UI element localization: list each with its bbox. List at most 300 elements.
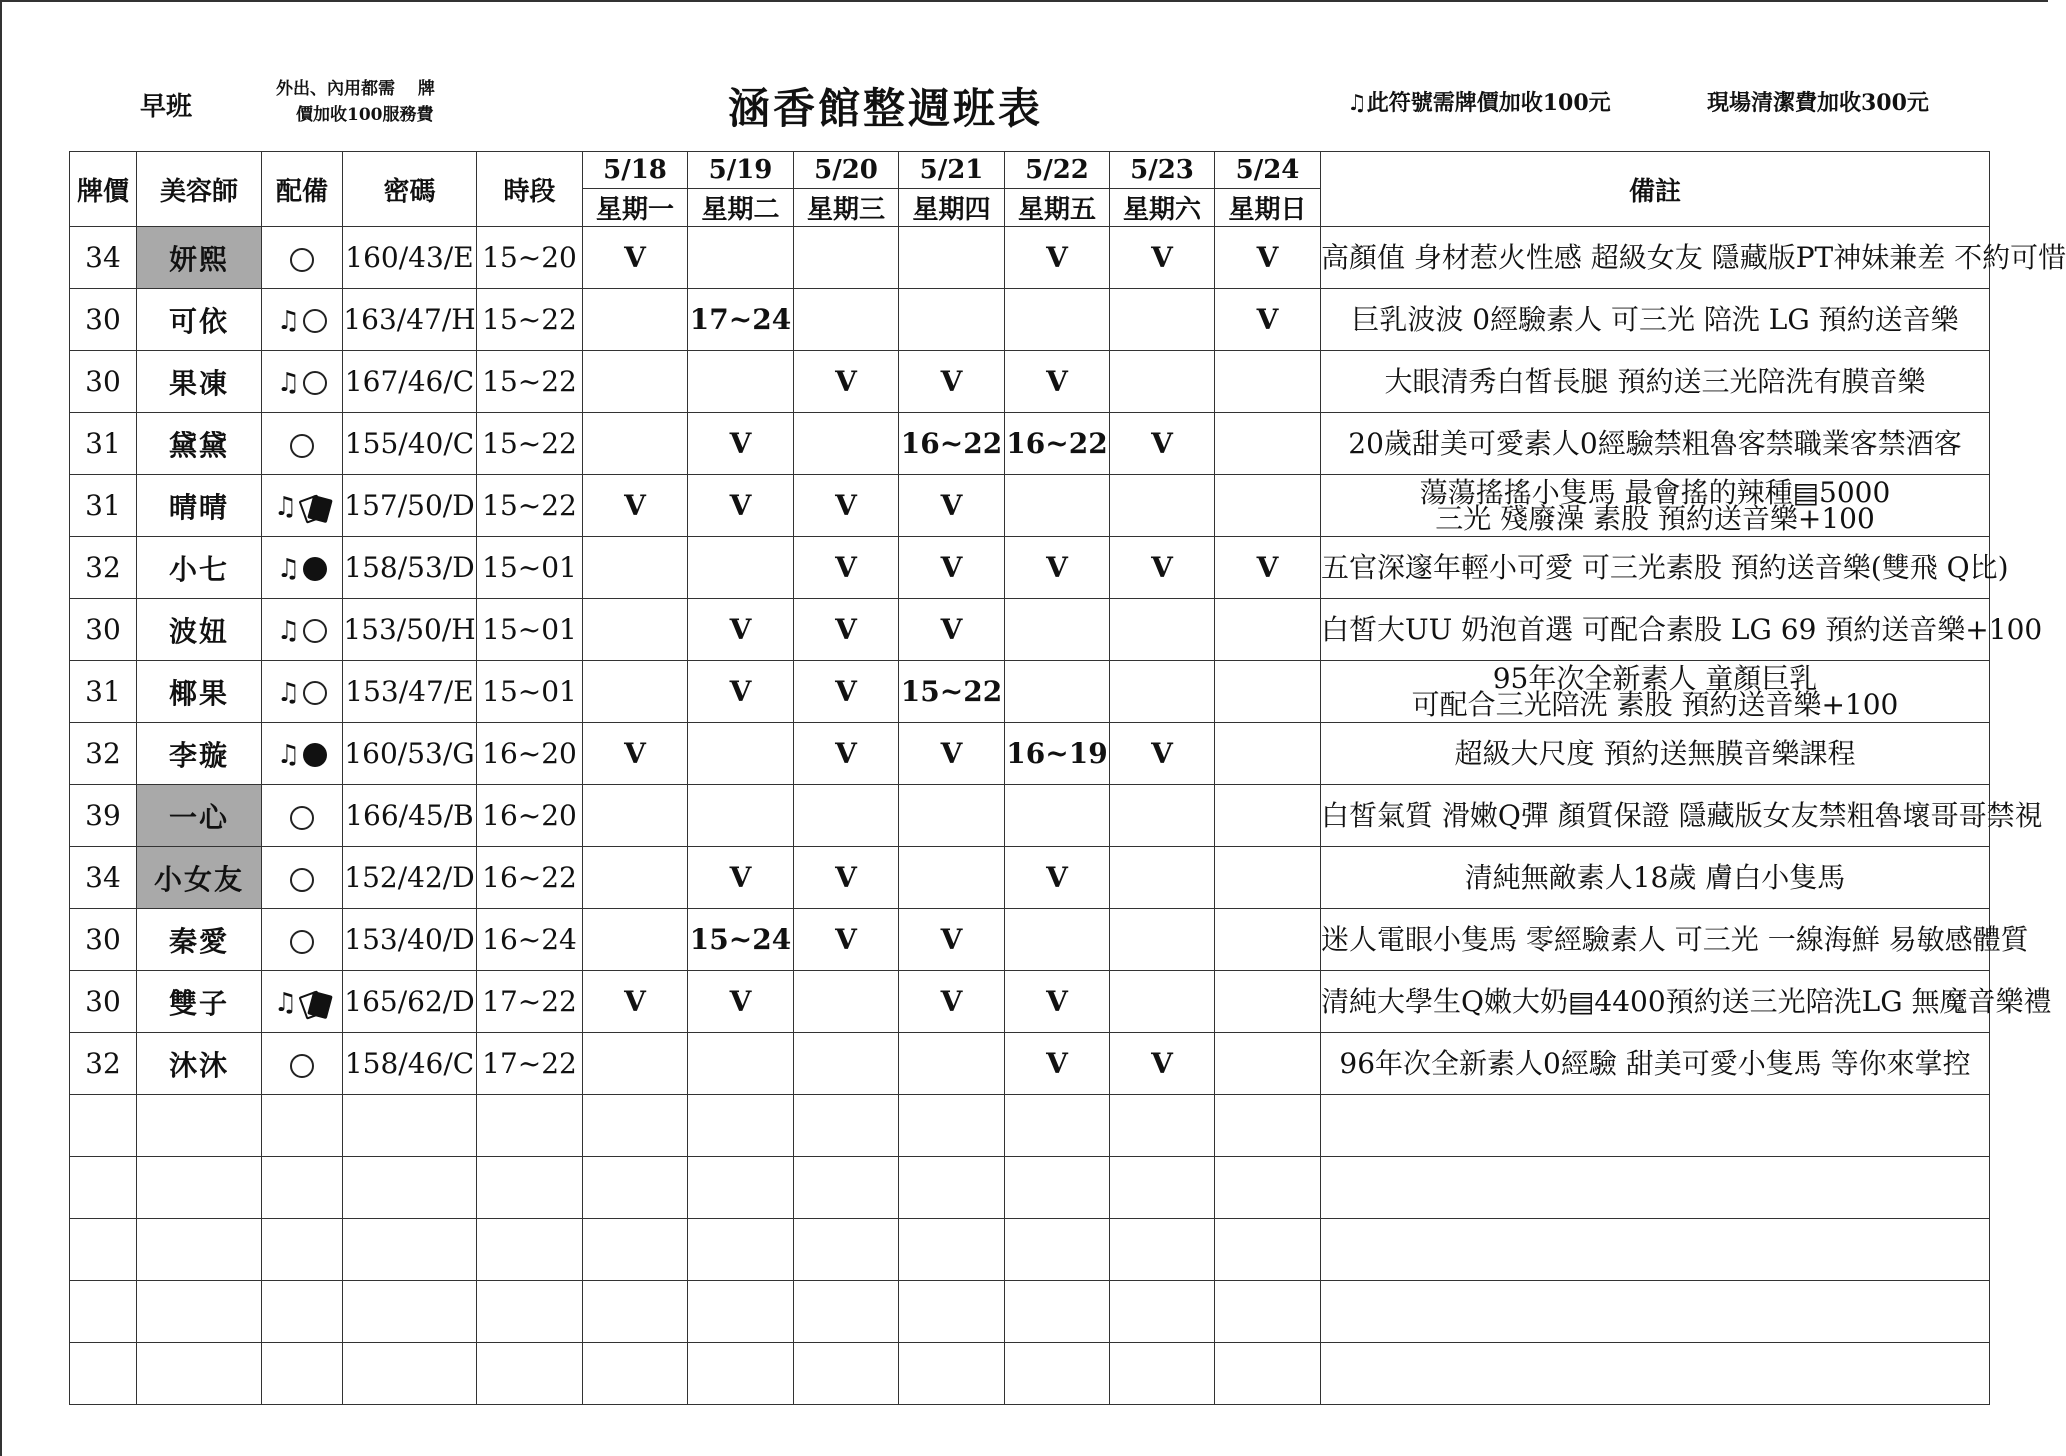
empty-cell xyxy=(137,1095,262,1157)
empty-cell xyxy=(70,1095,137,1157)
hours-cell: 15~01 xyxy=(477,661,583,723)
day-cell: V xyxy=(1005,1033,1110,1095)
day-cell: V xyxy=(1005,537,1110,599)
empty-cell xyxy=(688,1281,794,1343)
price-cell: 34 xyxy=(70,227,137,289)
col-header-price: 牌價 xyxy=(70,152,137,227)
equipment-cell xyxy=(262,599,343,661)
empty-cell xyxy=(477,1281,583,1343)
price-cell: 39 xyxy=(70,785,137,847)
price-cell: 32 xyxy=(70,1033,137,1095)
day-cell: V xyxy=(1005,351,1110,413)
day-cell xyxy=(1215,971,1321,1033)
day-cell xyxy=(1110,599,1215,661)
day-cell: V xyxy=(794,847,899,909)
day-cell: V xyxy=(899,475,1005,537)
equipment-cell xyxy=(262,351,343,413)
col-header-weekday: 星期一 xyxy=(583,189,688,227)
circle-icon xyxy=(290,248,314,272)
day-cell: V xyxy=(899,723,1005,785)
empty-cell xyxy=(1321,1281,1990,1343)
equipment-cell xyxy=(262,723,343,785)
day-cell xyxy=(899,1033,1005,1095)
beautician-name: 可依 xyxy=(137,289,262,351)
day-cell: V xyxy=(899,351,1005,413)
empty-cell xyxy=(137,1343,262,1405)
day-cell: V xyxy=(1215,289,1321,351)
day-cell: V xyxy=(794,351,899,413)
remark-line: 20歲甜美可愛素人0經驗禁粗魯客禁職業客禁酒客 xyxy=(1348,426,1962,460)
hours-cell: 16~20 xyxy=(477,723,583,785)
empty-cell xyxy=(70,1219,137,1281)
hours-cell: 15~22 xyxy=(477,413,583,475)
day-cell: V xyxy=(688,413,794,475)
col-header-date: 5/19 xyxy=(688,152,794,189)
music-note-icon: ♫ xyxy=(273,988,299,1019)
day-cell xyxy=(899,227,1005,289)
day-cell: V xyxy=(794,537,899,599)
equipment-cell xyxy=(262,537,343,599)
day-cell: V xyxy=(583,475,688,537)
music-note-icon: ♫ xyxy=(276,678,302,709)
empty-cell xyxy=(262,1095,343,1157)
service-fee-note-line1: 外出、內用都需 牌 xyxy=(276,79,435,99)
equipment-cell xyxy=(262,227,343,289)
remark-line: 蕩蕩搖搖小隻馬 最會搖的辣種▤5000 xyxy=(1419,475,1891,509)
empty-cell xyxy=(1321,1343,1990,1405)
empty-cell xyxy=(1110,1157,1215,1219)
page-title: 涵香館整週班表 xyxy=(728,84,1044,133)
beautician-name: 椰果 xyxy=(137,661,262,723)
day-cell: V xyxy=(794,723,899,785)
beautician-name: 秦愛 xyxy=(137,909,262,971)
table-row xyxy=(70,537,1990,599)
empty-cell xyxy=(794,1157,899,1219)
day-cell: V xyxy=(1110,413,1215,475)
remark-cell xyxy=(1321,847,1990,909)
empty-cell xyxy=(70,1157,137,1219)
empty-cell xyxy=(477,1343,583,1405)
empty-cell xyxy=(1005,1095,1110,1157)
empty-cell xyxy=(1110,1281,1215,1343)
empty-cell xyxy=(794,1095,899,1157)
beautician-name: 妍熙 xyxy=(137,227,262,289)
empty-cell xyxy=(794,1281,899,1343)
day-cell: V xyxy=(794,661,899,723)
day-cell xyxy=(583,289,688,351)
day-cell xyxy=(1110,909,1215,971)
table-row xyxy=(70,661,1990,723)
day-cell: V xyxy=(1110,1033,1215,1095)
code-cell: 153/40/D xyxy=(343,909,477,971)
day-cell xyxy=(688,723,794,785)
beautician-name: 小七 xyxy=(137,537,262,599)
filled-dot-icon xyxy=(303,743,327,767)
day-cell: V xyxy=(1005,971,1110,1033)
remark-cell xyxy=(1321,351,1990,413)
filled-dot-icon xyxy=(303,557,327,581)
day-cell xyxy=(899,289,1005,351)
day-cell xyxy=(899,785,1005,847)
remark-cell xyxy=(1321,227,2066,289)
remark-line: 超級大尺度 預約送無膜音樂課程 xyxy=(1454,736,1856,770)
day-cell: V xyxy=(794,475,899,537)
table-row xyxy=(70,723,1990,785)
day-cell xyxy=(688,1033,794,1095)
beautician-name: 波妞 xyxy=(137,599,262,661)
code-cell: 158/53/D xyxy=(343,537,477,599)
col-header-date: 5/24 xyxy=(1215,152,1321,189)
col-header-code: 密碼 xyxy=(343,152,477,227)
empty-cell xyxy=(583,1157,688,1219)
col-header-remarks: 備註 xyxy=(1321,152,1990,227)
remark-line: 96年次全新素人0經驗 甜美可愛小隻馬 等你來掌控 xyxy=(1339,1046,1971,1080)
day-cell: V xyxy=(688,971,794,1033)
day-cell xyxy=(1215,1033,1321,1095)
price-cell: 31 xyxy=(70,661,137,723)
remark-line: 三光 殘廢澡 素股 預約送音樂+100 xyxy=(1435,501,1875,535)
day-cell xyxy=(794,413,899,475)
cards-icon xyxy=(300,993,330,1013)
hours-cell: 16~20 xyxy=(477,785,583,847)
equipment-cell xyxy=(262,785,343,847)
remark-line: 五官深邃年輕小可愛 可三光素股 預約送音樂(雙飛 Q比) xyxy=(1321,550,2009,584)
day-cell xyxy=(1005,661,1110,723)
empty-cell xyxy=(688,1343,794,1405)
remark-line: 大眼清秀白皙長腿 預約送三光陪洗有膜音樂 xyxy=(1384,364,1926,398)
col-header-weekday: 星期四 xyxy=(899,189,1005,227)
remark-line: 可配合三光陪洗 素股 預約送音樂+100 xyxy=(1411,687,1899,721)
day-cell: V xyxy=(899,971,1005,1033)
day-cell: V xyxy=(794,599,899,661)
day-cell: V xyxy=(899,599,1005,661)
cards-icon xyxy=(300,497,330,517)
music-note-icon: ♫ xyxy=(276,554,302,585)
day-cell: V xyxy=(688,847,794,909)
equipment-cell xyxy=(262,661,343,723)
day-cell xyxy=(1005,289,1110,351)
remark-cell xyxy=(1321,661,1990,723)
day-cell xyxy=(1005,785,1110,847)
circle-icon xyxy=(303,371,327,395)
table-row xyxy=(70,785,1990,847)
empty-cell xyxy=(899,1219,1005,1281)
beautician-name: 李璇 xyxy=(137,723,262,785)
empty-cell xyxy=(1005,1343,1110,1405)
day-cell xyxy=(583,351,688,413)
col-header-date: 5/22 xyxy=(1005,152,1110,189)
day-cell xyxy=(1215,351,1321,413)
day-cell xyxy=(583,599,688,661)
empty-cell xyxy=(583,1219,688,1281)
empty-cell xyxy=(1005,1157,1110,1219)
day-cell xyxy=(1110,289,1215,351)
empty-cell xyxy=(343,1219,477,1281)
day-cell xyxy=(1110,661,1215,723)
circle-icon xyxy=(303,619,327,643)
day-cell xyxy=(1215,413,1321,475)
equipment-cell xyxy=(262,847,343,909)
empty-cell xyxy=(794,1219,899,1281)
equipment-cell xyxy=(262,971,343,1033)
day-cell xyxy=(688,537,794,599)
empty-cell xyxy=(1215,1281,1321,1343)
beautician-name: 一心 xyxy=(137,785,262,847)
day-cell xyxy=(583,847,688,909)
empty-cell xyxy=(583,1281,688,1343)
remark-cell xyxy=(1321,785,2043,847)
empty-cell xyxy=(1215,1343,1321,1405)
music-note-icon: ♫ xyxy=(273,492,299,523)
day-cell xyxy=(1215,599,1321,661)
col-header-weekday: 星期二 xyxy=(688,189,794,227)
shift-label: 早班 xyxy=(140,92,193,122)
day-cell: V xyxy=(1215,537,1321,599)
col-header-weekday: 星期六 xyxy=(1110,189,1215,227)
day-cell xyxy=(583,537,688,599)
empty-cell xyxy=(343,1095,477,1157)
empty-cell xyxy=(477,1157,583,1219)
day-cell xyxy=(1215,785,1321,847)
price-cell: 34 xyxy=(70,847,137,909)
cleaning-fee-note: 現場清潔費加收300元 xyxy=(1707,90,1929,116)
surcharge-note: ♫此符號需牌價加收100元 xyxy=(1347,90,1611,116)
day-cell: 17~24 xyxy=(688,289,794,351)
remark-line: 高顏值 身材惹火性感 超級女友 隱藏版PT神妹兼差 不約可惜 xyxy=(1321,240,2066,274)
day-cell xyxy=(688,227,794,289)
empty-row xyxy=(70,1281,1990,1343)
remark-line: 清純無敵素人18歲 膚白小隻馬 xyxy=(1464,860,1846,894)
empty-cell xyxy=(70,1343,137,1405)
price-cell: 30 xyxy=(70,909,137,971)
day-cell xyxy=(899,847,1005,909)
day-cell: V xyxy=(1110,227,1215,289)
empty-cell xyxy=(137,1281,262,1343)
empty-cell xyxy=(899,1343,1005,1405)
table-row xyxy=(70,1033,1990,1095)
hours-cell: 15~20 xyxy=(477,227,583,289)
empty-cell xyxy=(477,1095,583,1157)
table-row xyxy=(70,351,1990,413)
day-cell xyxy=(583,413,688,475)
equipment-cell xyxy=(262,413,343,475)
day-cell xyxy=(1005,475,1110,537)
music-note-icon: ♫ xyxy=(276,368,302,399)
code-cell: 153/50/H xyxy=(343,599,477,661)
day-cell: V xyxy=(1110,723,1215,785)
code-cell: 160/43/E xyxy=(343,227,477,289)
day-cell: V xyxy=(1005,227,1110,289)
remark-cell xyxy=(1321,413,1990,475)
price-cell: 31 xyxy=(70,413,137,475)
day-cell: 15~24 xyxy=(688,909,794,971)
remark-line: 巨乳波波 0經驗素人 可三光 陪洗 LG 預約送音樂 xyxy=(1351,302,1959,336)
day-cell: V xyxy=(688,661,794,723)
price-cell: 32 xyxy=(70,723,137,785)
day-cell xyxy=(1215,723,1321,785)
code-cell: 152/42/D xyxy=(343,847,477,909)
day-cell: V xyxy=(1005,847,1110,909)
circle-icon xyxy=(290,868,314,892)
day-cell: 16~22 xyxy=(899,413,1005,475)
circle-icon xyxy=(303,309,327,333)
hours-cell: 15~22 xyxy=(477,289,583,351)
remark-line: 95年次全新素人 童顏巨乳 xyxy=(1492,661,1818,695)
table-row xyxy=(70,847,1990,909)
circle-icon xyxy=(303,681,327,705)
empty-cell xyxy=(262,1219,343,1281)
day-cell xyxy=(1110,971,1215,1033)
remark-cell xyxy=(1321,1033,1990,1095)
equipment-cell xyxy=(262,909,343,971)
hours-cell: 16~22 xyxy=(477,847,583,909)
day-cell xyxy=(794,289,899,351)
schedule-table xyxy=(69,151,2066,1405)
remark-cell xyxy=(1321,971,2052,1033)
beautician-name: 晴晴 xyxy=(137,475,262,537)
empty-cell xyxy=(688,1219,794,1281)
day-cell xyxy=(794,971,899,1033)
col-header-equipment: 配備 xyxy=(262,152,343,227)
day-cell: V xyxy=(583,723,688,785)
price-cell: 30 xyxy=(70,971,137,1033)
remark-cell xyxy=(1321,537,2009,599)
col-header-weekday: 星期日 xyxy=(1215,189,1321,227)
day-cell: V xyxy=(583,971,688,1033)
remark-cell xyxy=(1321,289,1990,351)
hours-cell: 17~22 xyxy=(477,1033,583,1095)
empty-cell xyxy=(477,1219,583,1281)
price-cell: 30 xyxy=(70,289,137,351)
empty-cell xyxy=(1321,1095,1990,1157)
remark-cell xyxy=(1321,599,2043,661)
code-cell: 153/47/E xyxy=(343,661,477,723)
equipment-cell xyxy=(262,289,343,351)
remark-line: 迷人電眼小隻馬 零經驗素人 可三光 一線海鮮 易敏感體質 xyxy=(1321,922,2029,956)
empty-cell xyxy=(137,1219,262,1281)
music-note-icon: ♫ xyxy=(276,306,302,337)
music-note-icon: ♫ xyxy=(276,740,302,771)
day-cell xyxy=(688,351,794,413)
empty-cell xyxy=(1321,1219,1990,1281)
remark-line: 白皙氣質 滑嫩Q彈 顏質保證 隱藏版女友禁粗魯壞哥哥禁視 xyxy=(1321,798,2043,832)
empty-cell xyxy=(899,1281,1005,1343)
hours-cell: 15~22 xyxy=(477,351,583,413)
code-cell: 155/40/C xyxy=(343,413,477,475)
col-header-date: 5/23 xyxy=(1110,152,1215,189)
empty-row xyxy=(70,1219,1990,1281)
hours-cell: 15~01 xyxy=(477,599,583,661)
col-header-hours: 時段 xyxy=(477,152,583,227)
empty-cell xyxy=(583,1343,688,1405)
col-header-date: 5/21 xyxy=(899,152,1005,189)
day-cell: 15~22 xyxy=(899,661,1005,723)
day-cell: V xyxy=(688,599,794,661)
price-cell: 30 xyxy=(70,351,137,413)
remark-line: 白皙大UU 奶泡首選 可配合素股 LG 69 預約送音樂+100 xyxy=(1321,612,2043,646)
empty-cell xyxy=(1215,1157,1321,1219)
day-cell xyxy=(1110,475,1215,537)
day-cell xyxy=(1110,847,1215,909)
code-cell: 167/46/C xyxy=(343,351,477,413)
code-cell: 163/47/H xyxy=(343,289,477,351)
empty-cell xyxy=(794,1343,899,1405)
col-header-beautician: 美容師 xyxy=(137,152,262,227)
beautician-name: 雙子 xyxy=(137,971,262,1033)
day-cell xyxy=(1215,475,1321,537)
service-fee-note xyxy=(276,76,435,128)
day-cell xyxy=(1110,351,1215,413)
table-row xyxy=(70,289,1990,351)
circle-icon xyxy=(290,434,314,458)
empty-cell xyxy=(688,1095,794,1157)
empty-cell xyxy=(1110,1219,1215,1281)
day-cell: V xyxy=(899,537,1005,599)
beautician-name: 黛黛 xyxy=(137,413,262,475)
price-cell: 30 xyxy=(70,599,137,661)
day-cell xyxy=(1215,909,1321,971)
day-cell xyxy=(583,909,688,971)
equipment-cell xyxy=(262,475,343,537)
col-header-weekday: 星期五 xyxy=(1005,189,1110,227)
code-cell: 166/45/B xyxy=(343,785,477,847)
day-cell: V xyxy=(1215,227,1321,289)
code-cell: 157/50/D xyxy=(343,475,477,537)
beautician-name: 沐沐 xyxy=(137,1033,262,1095)
empty-row xyxy=(70,1343,1990,1405)
day-cell xyxy=(688,785,794,847)
schedule-body xyxy=(70,227,2066,1405)
day-cell xyxy=(794,1033,899,1095)
day-cell xyxy=(794,785,899,847)
remark-cell xyxy=(1321,723,1990,785)
day-cell xyxy=(1110,785,1215,847)
price-cell: 32 xyxy=(70,537,137,599)
empty-cell xyxy=(343,1157,477,1219)
table-row xyxy=(70,227,1990,289)
empty-cell xyxy=(583,1095,688,1157)
empty-cell xyxy=(343,1343,477,1405)
day-cell xyxy=(583,785,688,847)
music-note-icon: ♫ xyxy=(276,616,302,647)
remark-cell xyxy=(1321,909,2029,971)
day-cell xyxy=(583,661,688,723)
empty-cell xyxy=(343,1281,477,1343)
day-cell: V xyxy=(899,909,1005,971)
equipment-cell xyxy=(262,1033,343,1095)
col-header-date: 5/20 xyxy=(794,152,899,189)
table-row xyxy=(70,475,1990,537)
day-cell xyxy=(1005,599,1110,661)
beautician-name: 小女友 xyxy=(137,847,262,909)
circle-icon xyxy=(290,930,314,954)
empty-cell xyxy=(688,1157,794,1219)
empty-cell xyxy=(1215,1095,1321,1157)
price-cell: 31 xyxy=(70,475,137,537)
day-cell: V xyxy=(688,475,794,537)
day-cell: V xyxy=(583,227,688,289)
empty-cell xyxy=(70,1281,137,1343)
day-cell: V xyxy=(794,909,899,971)
service-fee-note-line2: 價加收100服務費 xyxy=(296,105,434,125)
day-cell xyxy=(1215,847,1321,909)
table-row xyxy=(70,599,1990,661)
day-cell xyxy=(1005,909,1110,971)
empty-cell xyxy=(262,1281,343,1343)
header-row-dates xyxy=(70,152,1990,189)
code-cell: 158/46/C xyxy=(343,1033,477,1095)
empty-cell xyxy=(1005,1219,1110,1281)
